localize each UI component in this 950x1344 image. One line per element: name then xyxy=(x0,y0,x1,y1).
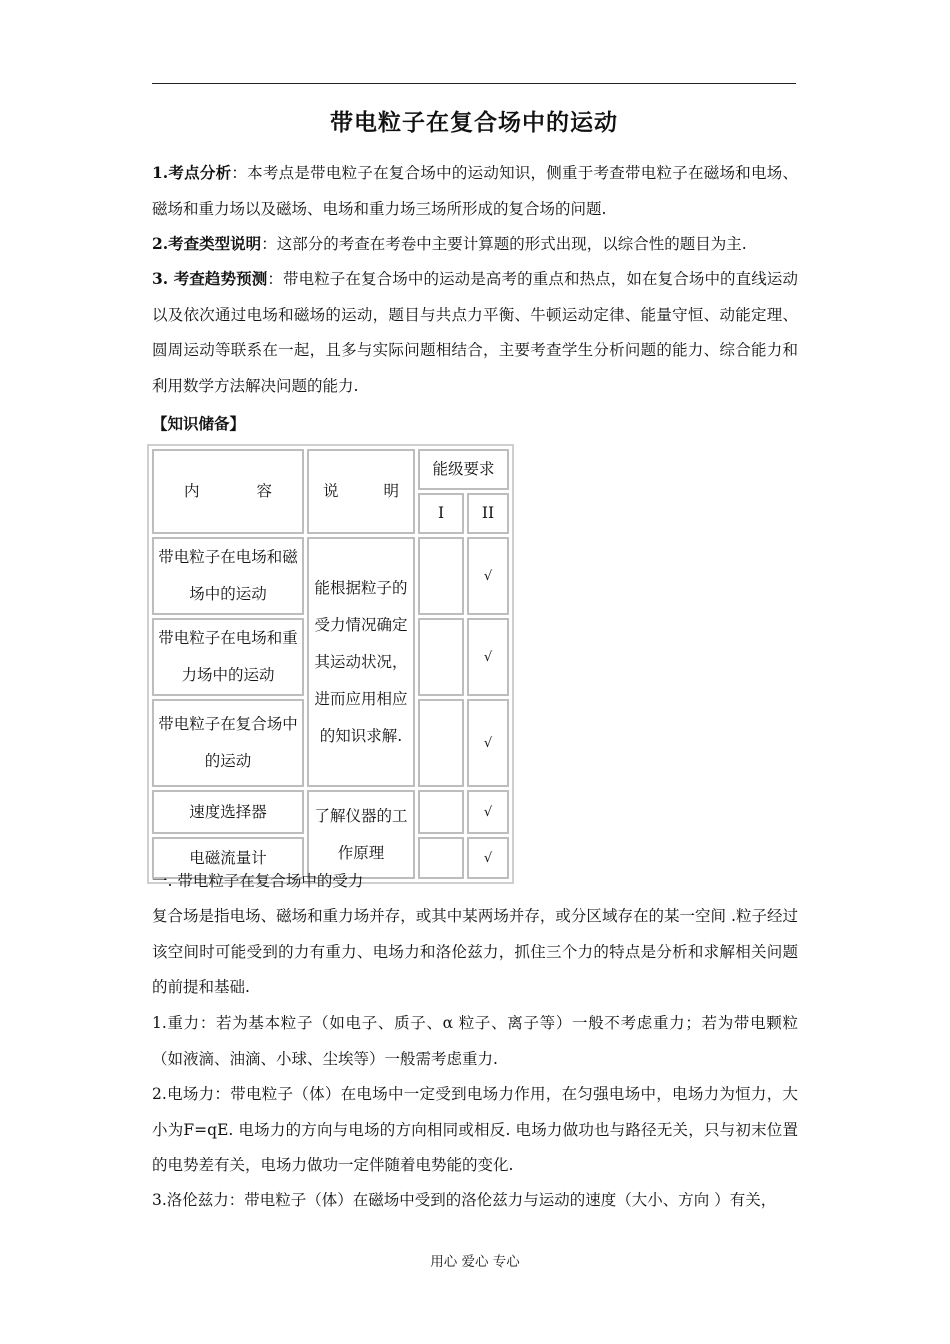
page-footer: 用心 爱心 专心 xyxy=(430,1254,520,1270)
type-description-label: 2.考查类型说明 xyxy=(152,234,262,253)
row-check: √ xyxy=(467,790,509,834)
knowledge-heading: 【知识储备】 xyxy=(152,414,246,433)
header-rule xyxy=(152,83,796,84)
page-title: 带电粒子在复合场中的运动 xyxy=(330,110,618,136)
row-check: √ xyxy=(467,537,509,615)
header-level: 能级要求 xyxy=(418,449,509,490)
row-check: √ xyxy=(467,837,509,879)
lorentz-force-paragraph: 3.洛伦兹力：带电粒子（体）在磁场中受到的洛伦兹力与运动的速度（大小、方向 ）有关， xyxy=(152,1191,777,1209)
point-analysis-text: ：本考点是带电粒子在复合场中的运动知识，侧重于考查带电粒子在磁场和电场、磁场和重力场以及磁场、电场和重力场三场所形成的复合场的问题. xyxy=(152,164,798,218)
table-row xyxy=(152,537,509,615)
section-1-intro: 复合场是指电场、磁场和重力场并存，或其中某两场并存，或分区域存在的某一空间 .粒子经过该空间时可能受到的力有重力、电场力和洛伦兹力，抓住三个力的特点是分析和求解相关问题的前提和基础. xyxy=(152,907,798,996)
row-check: √ xyxy=(467,618,509,696)
electric-force-paragraph: 2.电场力：带电粒子（体）在电场中一定受到电场力作用，在匀强电场中，电场力为恒力，大小为F=qE. 电场力的方向与电场的方向相同或相反. 电场力做功也与路径无关，只与初末位置的电势差有关，电场力做功一定伴随着电势能的变化. xyxy=(152,1085,798,1174)
knowledge-table xyxy=(147,444,514,884)
trend-prediction-label: 3. 考查趋势预测 xyxy=(152,269,268,288)
header-description: 说 明 xyxy=(307,449,415,534)
description-group-1: 能根据粒子的受力情况确定其运动状况，进而应用相应的知识求解. xyxy=(307,537,415,787)
type-description xyxy=(152,226,798,263)
header-level-2: II xyxy=(467,493,509,534)
row-content: 带电粒子在电场和磁场中的运动 xyxy=(152,537,304,615)
trend-prediction xyxy=(152,261,798,404)
point-analysis xyxy=(152,155,798,227)
header-level-1: I xyxy=(418,493,464,534)
section-1-title: 一. 带电粒子在复合场中的受力 xyxy=(152,872,364,890)
row-level-1 xyxy=(418,790,464,834)
table-row xyxy=(152,790,509,834)
header-content: 内 容 xyxy=(152,449,304,534)
description-group-2: 了解仪器的工作原理 xyxy=(307,790,415,879)
row-content: 带电粒子在电场和重力场中的运动 xyxy=(152,618,304,696)
point-analysis-label: 1.考点分析 xyxy=(152,163,232,182)
row-content: 电磁流量计 xyxy=(152,837,304,879)
gravity-paragraph: 1.重力：若为基本粒子（如电子、质子、α 粒子、离子等）一般不考虑重力；若为带电颗粒（如液滴、油滴、小球、尘埃等）一般需考虑重力. xyxy=(152,1014,798,1068)
type-description-text: ：这部分的考查在考卷中主要计算题的形式出现，以综合性的题目为主. xyxy=(261,235,747,253)
row-level-1 xyxy=(418,699,464,787)
row-content: 带电粒子在复合场中的运动 xyxy=(152,699,304,787)
table-header-row xyxy=(152,449,509,490)
row-check: √ xyxy=(467,699,509,787)
trend-prediction-text: ：带电粒子在复合场中的运动是高考的重点和热点，如在复合场中的直线运动以及依次通过电场和磁场的运动，题目与共点力平衡、牛顿运动定律、能量守恒、动能定理、圆周运动等联系在一起，且多与实际问题相结合，主要考查学生分析问题的能力、综合能力和利用数学方法解决问题的能力. xyxy=(152,270,798,395)
row-content: 速度选择器 xyxy=(152,790,304,834)
row-level-1 xyxy=(418,618,464,696)
row-level-1 xyxy=(418,537,464,615)
